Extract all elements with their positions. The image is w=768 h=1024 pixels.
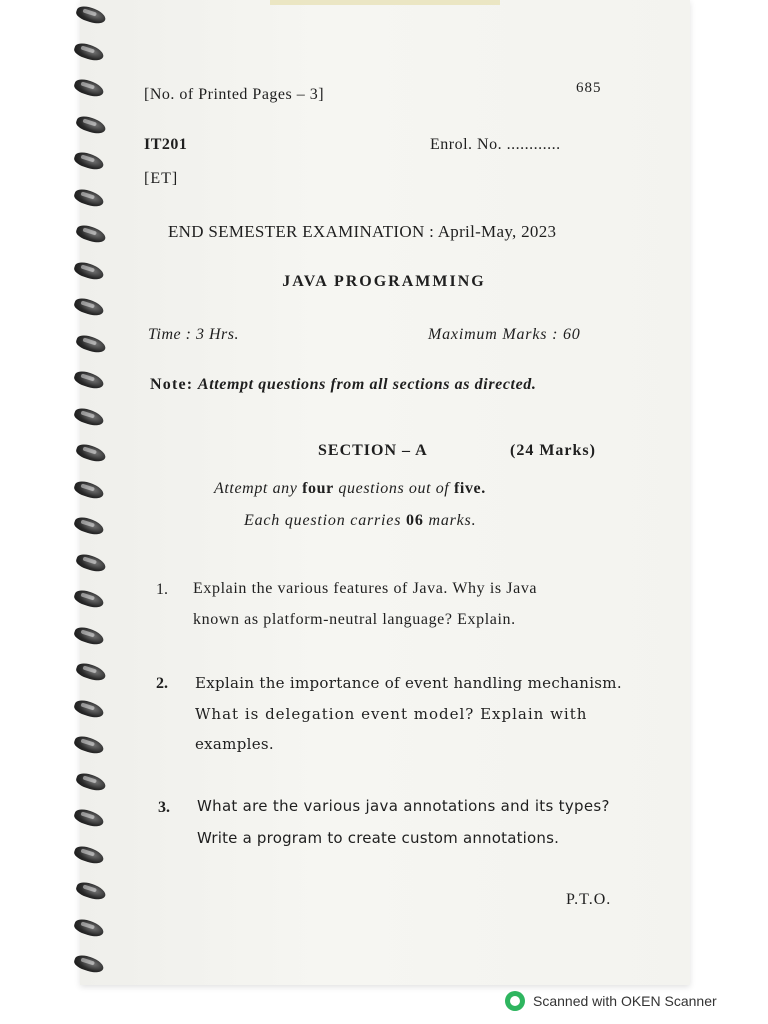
instruction-text: questions out of: [338, 480, 450, 497]
question-text-line: What are the various java annotations and its types?: [197, 797, 610, 815]
spiral-ring: [75, 332, 108, 355]
spiral-ring: [73, 150, 106, 173]
exam-duration: Time : 3 Hrs.: [148, 326, 239, 343]
instruction-count: four: [302, 480, 334, 497]
subject-code: IT201: [144, 136, 188, 153]
please-turn-over: P.T.O.: [566, 891, 612, 908]
scanner-watermark: [505, 989, 717, 1013]
question-number: 3.: [158, 799, 170, 816]
scanner-label: Scanned with OKEN Scanner: [533, 993, 717, 1009]
question-text-line: What is delegation event model? Explain with: [195, 705, 588, 723]
spiral-ring: [75, 4, 108, 27]
spiral-ring: [73, 624, 106, 647]
enrolment-number-field: Enrol. No. ............: [430, 136, 561, 153]
spiral-ring: [73, 405, 106, 428]
question-text-line: Write a program to create custom annotations.: [197, 829, 560, 847]
exam-note: [150, 376, 537, 394]
question-text-line: known as platform-neutral language? Explain.: [193, 611, 516, 628]
spiral-ring: [73, 40, 106, 63]
note-text: Attempt questions from all sections as directed.: [197, 376, 537, 393]
spiral-ring: [73, 369, 106, 392]
spiral-ring: [75, 223, 108, 246]
spiral-ring: [75, 551, 108, 574]
note-label: Note:: [150, 376, 194, 393]
spiral-binding: [74, 0, 114, 985]
question-number: 2.: [156, 675, 168, 692]
section-a-title: SECTION – A: [318, 442, 428, 459]
spiral-ring: [73, 296, 106, 319]
oken-scanner-logo-icon: [505, 991, 525, 1011]
spiral-ring: [75, 661, 108, 684]
instruction-text: marks.: [428, 512, 477, 529]
spiral-ring: [73, 807, 106, 830]
spiral-ring: [73, 186, 106, 209]
spiral-ring: [73, 953, 106, 976]
question-number: 1.: [156, 581, 168, 598]
spiral-ring: [75, 442, 108, 465]
maximum-marks: Maximum Marks : 60: [428, 326, 581, 343]
spiral-ring: [73, 916, 106, 939]
spiral-ring: [75, 880, 108, 903]
question-text-line: Explain the various features of Java. Why is Java: [193, 580, 538, 597]
exam-title: END SEMESTER EXAMINATION : April-May, 2023: [168, 222, 557, 241]
spiral-ring: [73, 588, 106, 611]
spiral-ring: [73, 697, 106, 720]
section-a-marks: (24 Marks): [510, 442, 596, 459]
spiral-ring: [73, 515, 106, 538]
paper-code: 685: [576, 80, 602, 96]
printed-pages-label: [No. of Printed Pages – 3]: [144, 86, 325, 103]
spiral-ring: [73, 77, 106, 100]
question-text-line: examples.: [195, 735, 274, 753]
section-instruction-marks: [244, 512, 476, 530]
question-text-line: Explain the importance of event handling mechanism.: [195, 674, 622, 692]
instruction-total: five.: [453, 480, 486, 497]
spiral-ring: [73, 734, 106, 757]
spiral-ring: [75, 113, 108, 136]
instruction-marks-value: 06: [406, 512, 424, 529]
spiral-ring: [73, 478, 106, 501]
stream-label: [ET]: [144, 170, 179, 187]
instruction-text: Attempt any: [214, 480, 298, 497]
subject-title: JAVA PROGRAMMING: [282, 273, 486, 290]
spiral-ring: [73, 843, 106, 866]
instruction-text: Each question carries: [244, 512, 402, 529]
section-instruction-attempt: [214, 480, 486, 498]
spiral-ring: [75, 770, 108, 793]
paper-stain: [270, 0, 500, 5]
